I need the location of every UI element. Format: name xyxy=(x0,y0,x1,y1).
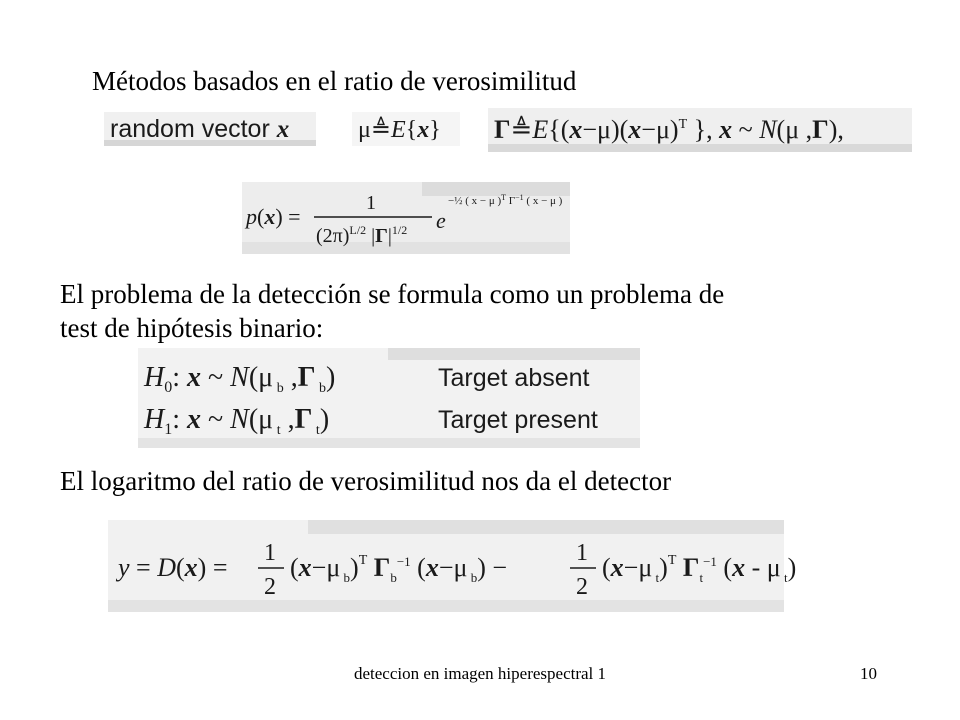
hypothesis-h1: $H_1$: x ~ N(μ $_t$ ,Γ $_t$) xyxy=(144,404,330,438)
half-numerator-1: 1 xyxy=(264,540,276,566)
hypothesis-h0: $H_0$: x ~ N(μ $_b$ ,Γ $_b$) xyxy=(144,362,336,396)
detector-equation xyxy=(108,520,797,612)
mean-definition-text: μ≜E{x} xyxy=(358,117,441,143)
paragraph-line-1: El problema de la detección se formula como un problema de xyxy=(60,279,725,309)
paragraph-log-likelihood: El logaritmo del ratio de verosimilitud nos da el detector xyxy=(60,466,672,496)
half-denominator-1: 2 xyxy=(264,574,276,600)
hypothesis-h1-label: Target present xyxy=(438,406,598,434)
pdf-denominator: $(2\pi)^{L/2}$ $|\Gamma|^{1/2}$ xyxy=(316,223,408,247)
mean-definition-equation xyxy=(352,112,460,146)
detector-term-background: (x−μ $_b$)$^T$ $\Gamma_b^{-1}$ (x−μ $_b$) − xyxy=(290,553,508,585)
paragraph-detection-problem xyxy=(60,277,724,345)
half-numerator-2: 1 xyxy=(576,540,588,566)
slide-footer: deteccion en imagen hiperespectral 1 xyxy=(353,664,607,683)
pdf-numerator: 1 xyxy=(366,192,376,214)
random-vector-equation xyxy=(104,112,316,146)
covariance-definition-text: $\Gamma≜E\{(x-\mu)(x-\mu)^T$ }, x ~ N(μ ,Γ), xyxy=(494,115,844,144)
half-denominator-2: 2 xyxy=(576,574,588,600)
pdf-exponential: e xyxy=(436,208,446,233)
slide-title: Métodos basados en el ratio de verosimilitud xyxy=(92,66,577,96)
pdf-equation xyxy=(242,182,570,254)
covariance-definition-equation xyxy=(488,108,912,152)
detector-lhs: y = D(x) = xyxy=(118,553,228,582)
detector-term-target: (x−μ $_t$)$^T$ $\Gamma_t^{-1}$ (x - μ $_t$) xyxy=(602,553,797,585)
page-number: 10 xyxy=(860,664,877,683)
hypotheses-equation-block xyxy=(138,348,640,448)
random-vector-text: random vector x xyxy=(110,115,290,143)
hypothesis-h0-label: Target absent xyxy=(438,364,590,392)
paragraph-line-2: test de hipótesis binario: xyxy=(60,313,324,343)
pdf-lhs: p(x) = xyxy=(246,204,301,229)
pdf-exponent: −½ ( x − μ )$^T$ $\Gamma^{-1}$ ( x − μ ) xyxy=(448,193,563,207)
